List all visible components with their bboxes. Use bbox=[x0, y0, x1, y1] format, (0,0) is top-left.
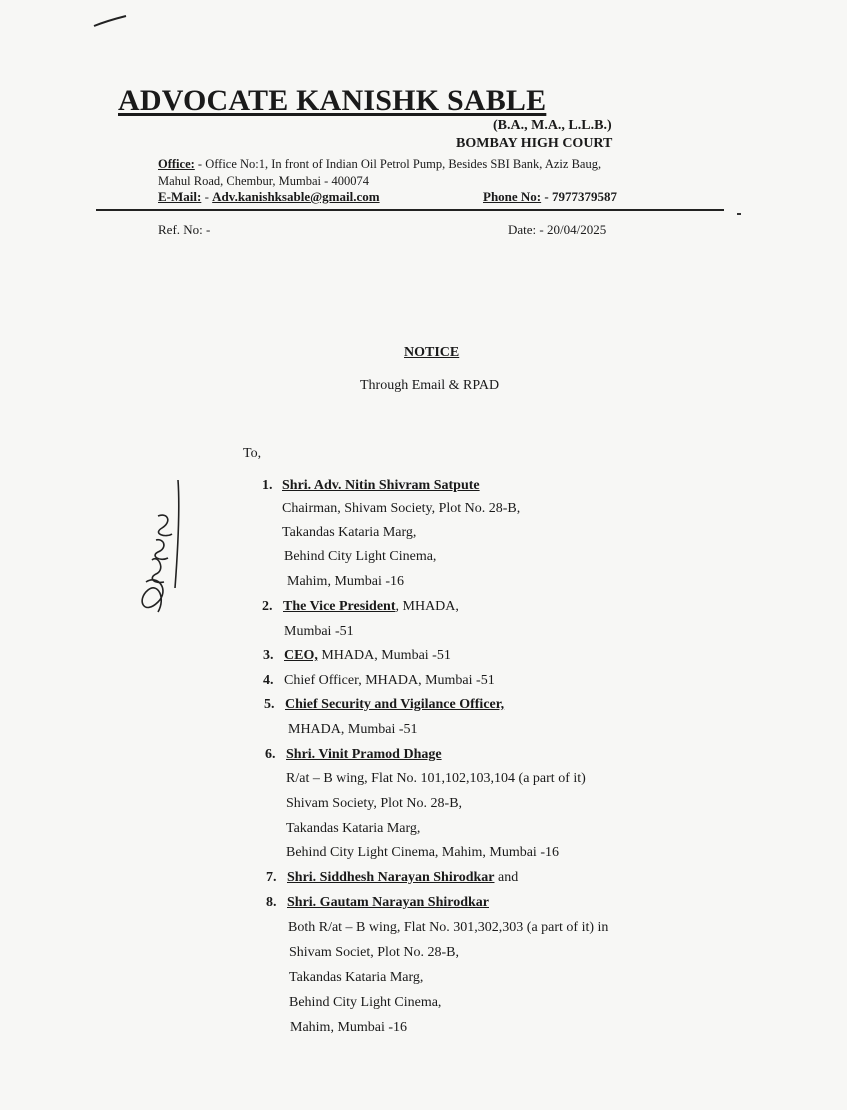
addressee-4-line: Chief Officer, MHADA, Mumbai -51 bbox=[284, 673, 495, 688]
addressee-5-number: 5. bbox=[264, 697, 275, 712]
addressee-3-number: 3. bbox=[263, 648, 274, 663]
phone-number: - 7977379587 bbox=[541, 189, 617, 204]
reference-number: Ref. No: - bbox=[158, 222, 211, 237]
letter-date: Date: - 20/04/2025 bbox=[508, 222, 607, 237]
addressee-8-line-4: Behind City Light Cinema, bbox=[289, 995, 442, 1010]
addressee-8-name bbox=[287, 895, 489, 911]
addressee-6-name bbox=[286, 747, 442, 763]
office-address-line-2: Mahul Road, Chembur, Mumbai - 400074 bbox=[158, 174, 369, 188]
addressee-1-line-2: Takandas Kataria Marg, bbox=[282, 525, 417, 540]
addressee-2-name-text: The Vice President bbox=[283, 599, 396, 614]
addressee-1-name-text: Shri. Adv. Nitin Shivram Satpute bbox=[282, 478, 480, 493]
addressee-8-name-text: Shri. Gautam Narayan Shirodkar bbox=[287, 895, 489, 910]
email-prefix: - bbox=[201, 189, 213, 204]
pen-stroke-mark bbox=[92, 14, 132, 30]
addressee-1-line-3: Behind City Light Cinema, bbox=[284, 549, 437, 564]
addressee-3-name-text: CEO, bbox=[284, 648, 318, 663]
addressee-8-number: 8. bbox=[266, 895, 277, 910]
addressee-2-number: 2. bbox=[262, 599, 273, 614]
addressee-2-line-1: Mumbai -51 bbox=[284, 624, 354, 639]
addressee-6-name-text: Shri. Vinit Pramod Dhage bbox=[286, 747, 442, 762]
addressee-7-number: 7. bbox=[266, 870, 277, 885]
addressee-8-line-2: Shivam Societ, Plot No. 28-B, bbox=[289, 945, 459, 960]
office-address-line-1: - Office No:1, In front of Indian Oil Petrol Pump, Besides SBI Bank, Aziz Baug, bbox=[194, 157, 602, 171]
phone-line bbox=[483, 189, 617, 205]
court-name: BOMBAY HIGH COURT bbox=[456, 136, 613, 151]
email-link[interactable]: Adv.kanishksable@gmail.com bbox=[212, 189, 380, 204]
addressee-6-line-4: Behind City Light Cinema, Mahim, Mumbai -16 bbox=[286, 845, 559, 860]
office-label: Office: bbox=[158, 157, 195, 171]
handwritten-signature bbox=[128, 478, 188, 628]
divider-tick bbox=[737, 213, 741, 215]
addressee-6-line-2: Shivam Society, Plot No. 28-B, bbox=[286, 796, 463, 811]
addressee-1-name bbox=[282, 478, 480, 494]
addressee-1-number: 1. bbox=[262, 478, 273, 493]
addressee-8-line-3: Takandas Kataria Marg, bbox=[289, 970, 424, 985]
email-label: E-Mail: bbox=[158, 189, 202, 204]
addressee-3-name-rest: MHADA, Mumbai -51 bbox=[317, 648, 451, 663]
addressee-4-number: 4. bbox=[263, 673, 274, 688]
addressee-6-number: 6. bbox=[265, 747, 276, 762]
addressee-1-line-4: Mahim, Mumbai -16 bbox=[287, 574, 405, 589]
addressee-8-line-5: Mahim, Mumbai -16 bbox=[290, 1020, 408, 1035]
phone-label: Phone No: bbox=[483, 189, 542, 204]
addressee-1-line-1: Chairman, Shivam Society, Plot No. 28-B, bbox=[282, 501, 521, 516]
addressee-6-line-3: Takandas Kataria Marg, bbox=[286, 821, 421, 836]
to-salutation: To, bbox=[243, 446, 262, 461]
notice-title: NOTICE bbox=[404, 345, 460, 360]
advocate-name: ADVOCATE KANISHK SABLE bbox=[118, 84, 547, 117]
addressee-8-line-1: Both R/at – B wing, Flat No. 301,302,303 (a part of it) in bbox=[288, 920, 609, 935]
qualifications: (B.A., M.A., L.L.B.) bbox=[493, 118, 612, 133]
addressee-7-name-rest: and bbox=[494, 870, 519, 885]
addressee-2-name bbox=[283, 599, 459, 615]
delivery-mode: Through Email & RPAD bbox=[360, 378, 500, 393]
addressee-5-name bbox=[285, 697, 504, 713]
addressee-2-name-rest: , MHADA, bbox=[395, 599, 459, 614]
addressee-3-name bbox=[284, 648, 451, 664]
addressee-5-line-1: MHADA, Mumbai -51 bbox=[288, 722, 418, 737]
office-address bbox=[158, 156, 658, 190]
addressee-5-name-text: Chief Security and Vigilance Officer, bbox=[285, 697, 505, 712]
addressee-7-name bbox=[287, 870, 518, 886]
addressee-6-line-1: R/at – B wing, Flat No. 101,102,103,104 (a part of it) bbox=[286, 771, 586, 786]
addressee-7-name-text: Shri. Siddhesh Narayan Shirodkar bbox=[287, 870, 495, 885]
header-divider bbox=[96, 209, 724, 211]
email-line bbox=[158, 189, 380, 205]
